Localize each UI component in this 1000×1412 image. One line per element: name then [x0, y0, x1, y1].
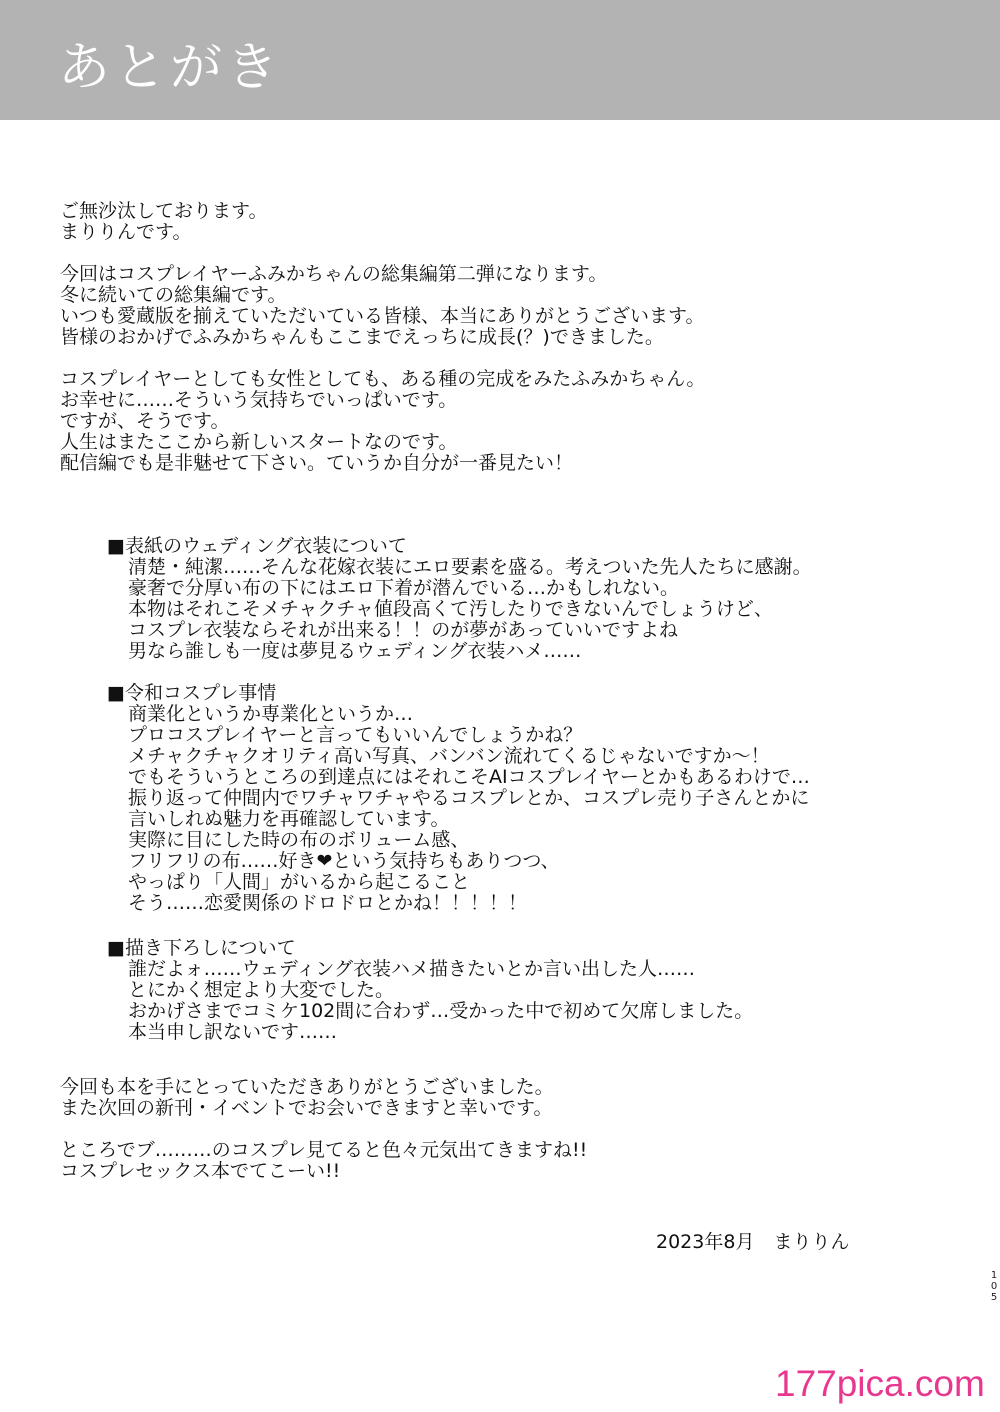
section-line: そう……恋愛関係のドロドロとかね！！！！！: [128, 892, 528, 914]
intro-line: [60, 243, 705, 264]
section-line: 商業化というか専業化というか…: [128, 703, 414, 725]
section-wedding-costume: [107, 536, 812, 662]
intro-line: [60, 348, 705, 369]
section-line: コスプレ衣装ならそれが出来る！！のが夢があっていいですよね: [128, 619, 679, 641]
intro-line: 皆様のおかげでふみかちゃんもここまでえっちに成長(？)できました。: [60, 326, 664, 348]
section-line: 振り返って仲間内でワチャワチャやるコスプレとか、コスプレ売り子さんとかに: [128, 787, 810, 809]
section-line: 誰だよォ……ウェディング衣装ハメ描きたいとか言い出した人……: [128, 958, 695, 980]
intro-line: お幸せに……そういう気持ちでいっぱいです。: [60, 389, 458, 411]
section-line: 本物はそれこそメチャクチャ値段高くて汚したりできないんでしょうけど、: [128, 598, 773, 620]
watermark: 177pica.com: [775, 1363, 985, 1404]
page-number-digit: 0: [990, 1281, 998, 1292]
closing-line: また次回の新刊・イベントでお会いできますと幸いです。: [60, 1097, 553, 1119]
intro-line: 人生はまたここから新しいスタートなのです。: [60, 431, 458, 453]
section-line: やっぱり「人間」がいるから起こること: [128, 871, 471, 893]
page-number-digit: 1: [990, 1270, 998, 1281]
intro-line: 冬に続いての総集編です。: [60, 284, 287, 306]
section-line: メチャクチャクオリティ高い写真、バンバン流れてくるじゃないですか～！: [128, 745, 770, 767]
page-title: あとがき: [58, 38, 283, 98]
section-line: おかげさまでコミケ102間に合わず…受かった中で初めて欠席しました。: [128, 1000, 754, 1022]
section-heading: ■令和コスプレ事情: [107, 682, 277, 704]
section-heading: ■表紙のウェディング衣装について: [107, 535, 407, 557]
section-line: 男なら誰しも一度は夢見るウェディング衣装ハメ……: [128, 640, 582, 662]
section-line: とにかく想定より大変でした。: [128, 979, 395, 1001]
intro-paragraphs: [60, 201, 705, 474]
closing-paragraphs: [60, 1077, 587, 1182]
intro-line: ですが、そうです。: [60, 410, 230, 432]
closing-line: ところでブ………のコスプレ見てると色々元気出てきますね!!: [60, 1139, 588, 1161]
intro-line: コスプレイヤーとしても女性としても、ある種の完成をみたふみかちゃん。: [60, 368, 706, 390]
intro-line: いつも愛蔵版を揃えていただいている皆様、本当にありがとうございます。: [60, 305, 705, 327]
section-line: 実際に目にした時の布のボリューム感、: [128, 829, 470, 851]
section-body: [128, 959, 753, 1043]
section-line: フリフリの布……好き❤という気持ちもありつつ、: [128, 850, 560, 872]
section-body: [128, 557, 812, 662]
signature: 2023年8月 まりりん: [656, 1231, 850, 1253]
section-line: プロコスプレイヤーと言ってもいいんでしょうかね？: [128, 724, 583, 746]
intro-line: ご無沙汰しております。: [60, 200, 268, 222]
section-line: 言いしれぬ魅力を再確認しています。: [128, 808, 450, 830]
section-line: でもそういうところの到達点にはそれこそAIコスプレイヤーとかもあるわけで…: [128, 766, 810, 788]
page-number-digit: 5: [990, 1292, 998, 1303]
section-reiwa-cosplay: [107, 683, 810, 914]
page-number: [988, 1270, 1000, 1303]
closing-line: [60, 1119, 587, 1140]
section-line: 豪奢で分厚い布の下にはエロ下着が潜んでいる…かもしれない。: [128, 577, 680, 599]
closing-line: 今回も本を手にとっていただきありがとうございました。: [60, 1076, 554, 1098]
closing-line: コスプレセックス本でてこーい!!: [60, 1160, 341, 1182]
section-line: 清楚・純潔……そんな花嫁衣装にエロ要素を盛る。考えついた先人たちに感謝。: [128, 556, 812, 578]
intro-line: まりりんです。: [60, 221, 192, 243]
section-heading: ■描き下ろしについて: [107, 937, 296, 959]
section-body: [128, 704, 810, 914]
intro-line: 今回はコスプレイヤーふみかちゃんの総集編第二弾になります。: [60, 263, 608, 285]
section-new-drawings: [107, 938, 753, 1043]
header-band: [0, 0, 1000, 120]
intro-line: 配信編でも是非魅せて下さい。ていうか自分が一番見たい！: [60, 452, 574, 474]
section-line: 本当申し訳ないです……: [128, 1021, 338, 1043]
